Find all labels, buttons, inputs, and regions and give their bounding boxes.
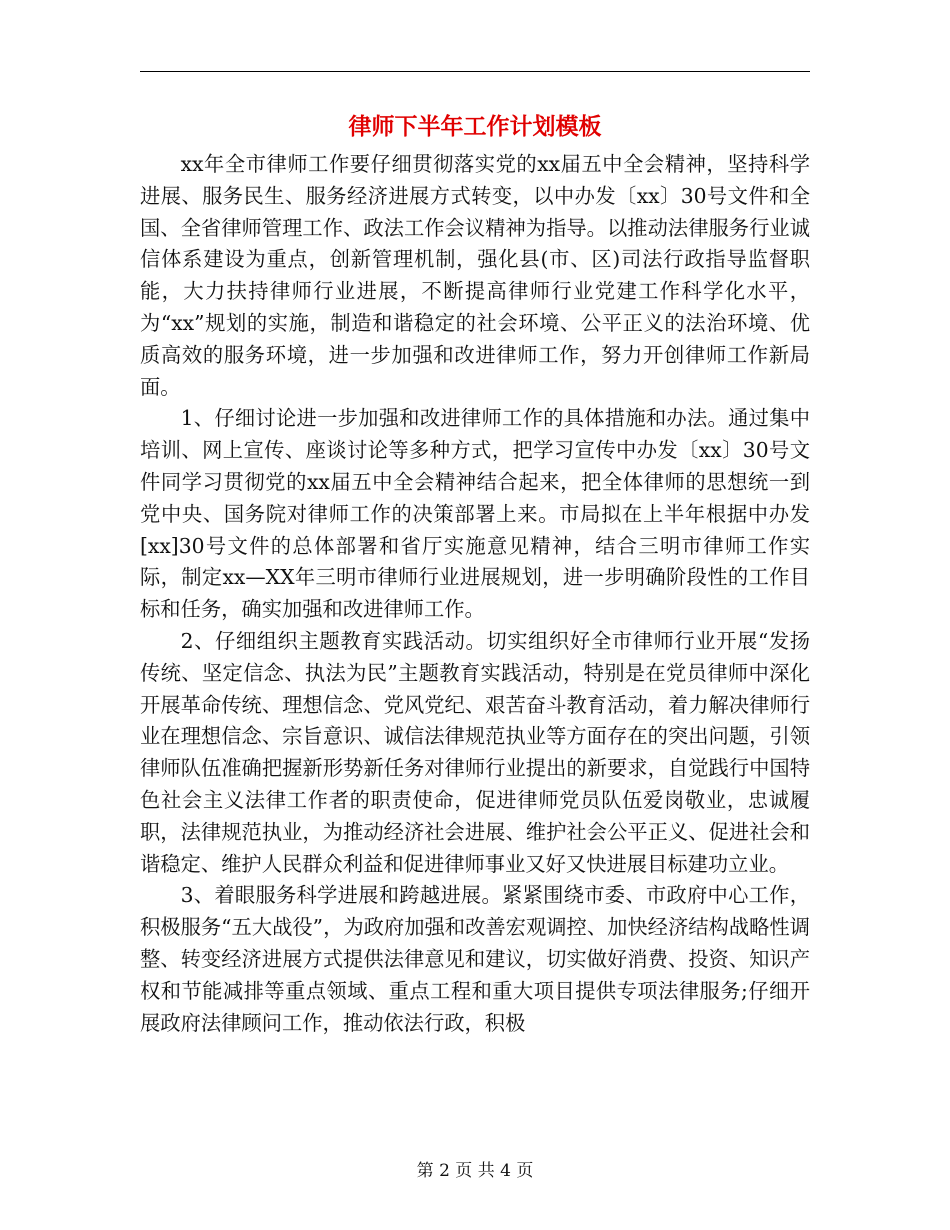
header-rule <box>140 71 810 72</box>
paragraph-intro: xx年全市律师工作要仔细贯彻落实党的xx届五中全会精神，坚持科学进展、服务民生、服务经济进展方式转变，以中办发〔xx〕30号文件和全国、全省律师管理工作、政法工作会议精神为指导。以推动法律服务行业诚信体系建设为重点，创新管理机制，强化县(市、区)司法行政指导监督职能，大力扶持律师行业进展，不断提高律师行业党建工作科学化水平，为“xx”规划的实施，制造和谐稳定的社会环境、公平正义的法治环境、优质高效的服务环境，进一步加强和改进律师工作，努力开创律师工作新局面。 <box>140 152 810 399</box>
document-body <box>140 149 810 1039</box>
paragraph-item-1: 1、仔细讨论进一步加强和改进律师工作的具体措施和办法。通过集中培训、网上宣传、座谈讨论等多种方式，把学习宣传中办发〔xx〕30号文件同学习贯彻党的xx届五中全会精神结合起来，把全体律师的思想统一到党中央、国务院对律师工作的决策部署上来。市局拟在上半年根据中办发[xx]30号文件的总体部署和省厅实施意见精神，结合三明市律师工作实际，制定xx—XX年三明市律师行业进展规划，进一步明确阶段性的工作目标和任务，确实加强和改进律师工作。 <box>140 406 810 622</box>
paragraph-item-3: 3、着眼服务科学进展和跨越进展。紧紧围绕市委、市政府中心工作，积极服务“五大战役”，为政府加强和改善宏观调控、加快经济结构战略性调整、转变经济进展方式提供法律意见和建议，切实做好消费、投资、知识产权和节能减排等重点领域、重点工程和重大项目提供专项法律服务;仔细开展政府法律顾问工作，推动依法行政，积极 <box>140 883 810 1035</box>
page-number-footer: 第 2 页 共 4 页 <box>416 1161 534 1181</box>
paragraph-item-2: 2、仔细组织主题教育实践活动。切实组织好全市律师行业开展“发扬传统、坚定信念、执法为民”主题教育实践活动，特别是在党员律师中深化开展革命传统、理想信念、党风党纪、艰苦奋斗教育活动，着力解决律师行业在理想信念、宗旨意识、诚信法律规范执业等方面存在的突出问题，引领律师队伍准确把握新形势新任务对律师行业提出的新要求，自觉践行中国特色社会主义法律工作者的职责使命，促进律师党员队伍爱岗敬业，忠诚履职，法律规范执业，为推动经济社会进展、维护社会公平正义、促进社会和谐稳定、维护人民群众利益和促进律师事业又好又快进展目标建功立业。 <box>140 628 810 876</box>
document-title: 律师下半年工作计划模板 <box>348 114 602 140</box>
